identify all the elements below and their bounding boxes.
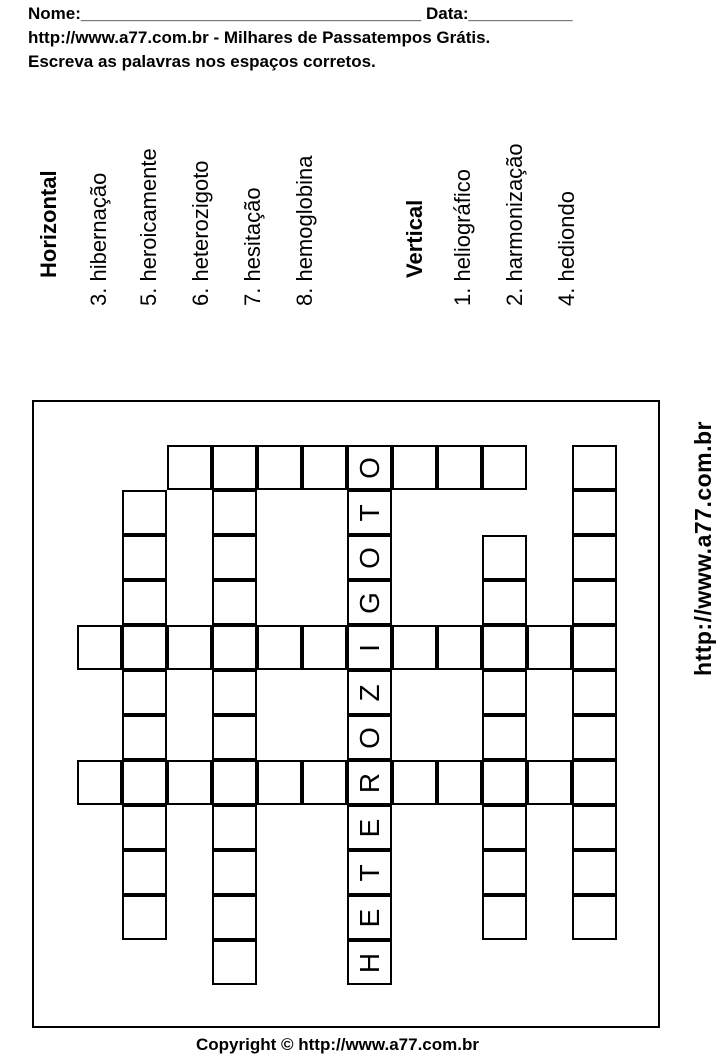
crossword-cell[interactable] <box>77 760 122 805</box>
crossword-cell[interactable] <box>212 445 257 490</box>
crossword-cell[interactable] <box>482 715 527 760</box>
filled-cell[interactable] <box>347 670 392 715</box>
crossword-cell[interactable] <box>572 580 617 625</box>
crossword-cell[interactable] <box>122 805 167 850</box>
crossword-cell[interactable] <box>212 895 257 940</box>
crossword-cell[interactable] <box>212 715 257 760</box>
cell-letter: O <box>353 546 385 569</box>
cell-letter: E <box>353 818 385 837</box>
crossword-cell[interactable] <box>257 625 302 670</box>
cell-letter: T <box>353 863 385 882</box>
crossword-cell[interactable] <box>122 580 167 625</box>
crossword-cell[interactable] <box>437 445 482 490</box>
crossword-cell[interactable] <box>482 625 527 670</box>
cell-letter: T <box>353 503 385 522</box>
crossword-cell[interactable] <box>482 760 527 805</box>
crossword-cell[interactable] <box>122 715 167 760</box>
crossword-cell[interactable] <box>392 625 437 670</box>
crossword-cell[interactable] <box>167 760 212 805</box>
crossword-cell[interactable] <box>482 580 527 625</box>
cell-letter: E <box>353 908 385 927</box>
crossword-cell[interactable] <box>572 850 617 895</box>
cell-letter: O <box>353 726 385 749</box>
crossword-cell[interactable] <box>212 535 257 580</box>
crossword-cell[interactable] <box>482 670 527 715</box>
crossword-cell[interactable] <box>122 490 167 535</box>
crossword-cell[interactable] <box>212 760 257 805</box>
filled-cell[interactable] <box>347 940 392 985</box>
cell-letter: O <box>353 456 385 479</box>
filled-cell[interactable] <box>347 535 392 580</box>
crossword-cell[interactable] <box>122 895 167 940</box>
filled-cell[interactable] <box>347 850 392 895</box>
crossword-cell[interactable] <box>212 670 257 715</box>
site-line: http://www.a77.com.br - Milhares de Passatempos Grátis. <box>28 28 491 47</box>
cell-letter: R <box>353 772 385 793</box>
crossword-cell[interactable] <box>392 760 437 805</box>
crossword-cell[interactable] <box>212 805 257 850</box>
crossword-cell[interactable] <box>482 805 527 850</box>
crossword-cell[interactable] <box>437 625 482 670</box>
filled-cell[interactable] <box>347 490 392 535</box>
filled-cell[interactable] <box>347 580 392 625</box>
clue-horizontal-3: 3. hibernação <box>86 172 111 306</box>
crossword-cell[interactable] <box>572 805 617 850</box>
crossword-cell[interactable] <box>257 760 302 805</box>
crossword-cell[interactable] <box>527 760 572 805</box>
filled-cell[interactable] <box>347 805 392 850</box>
crossword-cell[interactable] <box>212 940 257 985</box>
crossword-cell[interactable] <box>482 535 527 580</box>
crossword-cell[interactable] <box>257 445 302 490</box>
clue-vertical-1: 1. heliográfico <box>450 169 475 306</box>
instructions: Escreva as palavras nos espaços corretos. <box>28 52 376 71</box>
crossword-cell[interactable] <box>392 445 437 490</box>
crossword-cell[interactable] <box>77 625 122 670</box>
clue-horizontal-7: 7. hesitação <box>240 187 265 306</box>
filled-cell[interactable] <box>347 760 392 805</box>
filled-cell[interactable] <box>347 895 392 940</box>
crossword-cell[interactable] <box>572 670 617 715</box>
cell-letter: H <box>353 952 385 973</box>
copyright: Copyright © http://www.a77.com.br <box>196 1035 479 1054</box>
crossword-cell[interactable] <box>212 490 257 535</box>
crossword-cell[interactable] <box>122 760 167 805</box>
clue-vertical-2: 2. harmonização <box>502 143 527 306</box>
horizontal-heading: Horizontal <box>36 170 61 278</box>
crossword-cell[interactable] <box>437 760 482 805</box>
cell-letter: I <box>353 643 385 652</box>
crossword-cell[interactable] <box>482 850 527 895</box>
crossword-cell[interactable] <box>527 625 572 670</box>
crossword-cell[interactable] <box>572 760 617 805</box>
crossword-cell[interactable] <box>572 445 617 490</box>
side-url: http://www.a77.com.br <box>690 420 716 676</box>
filled-cell[interactable] <box>347 715 392 760</box>
clue-horizontal-8: 8. hemoglobina <box>292 155 317 306</box>
crossword-cell[interactable] <box>572 895 617 940</box>
crossword-cell[interactable] <box>572 625 617 670</box>
crossword-cell[interactable] <box>572 490 617 535</box>
crossword-cell[interactable] <box>167 445 212 490</box>
crossword-cell[interactable] <box>212 850 257 895</box>
crossword-cell[interactable] <box>122 670 167 715</box>
cell-letter: G <box>353 591 385 614</box>
clue-horizontal-6: 6. heterozigoto <box>188 160 213 306</box>
crossword-cell[interactable] <box>572 535 617 580</box>
vertical-heading: Vertical <box>402 199 427 278</box>
crossword-cell[interactable] <box>302 760 347 805</box>
clue-vertical-4: 4. hediondo <box>554 191 579 306</box>
crossword-cell[interactable] <box>482 895 527 940</box>
filled-cell[interactable] <box>347 625 392 670</box>
crossword-cell[interactable] <box>122 625 167 670</box>
crossword-cell[interactable] <box>122 850 167 895</box>
filled-cell[interactable] <box>347 445 392 490</box>
crossword-cell[interactable] <box>212 580 257 625</box>
crossword-cell[interactable] <box>302 625 347 670</box>
clue-horizontal-5: 5. heroicamente <box>136 148 161 306</box>
name-date-line: Nome:____________________________________ Data:___________ <box>28 4 573 23</box>
crossword-cell[interactable] <box>167 625 212 670</box>
crossword-cell[interactable] <box>122 535 167 580</box>
crossword-cell[interactable] <box>572 715 617 760</box>
crossword-cell[interactable] <box>482 445 527 490</box>
cell-letter: Z <box>353 683 385 702</box>
crossword-cell[interactable] <box>302 445 347 490</box>
crossword-cell[interactable] <box>212 625 257 670</box>
